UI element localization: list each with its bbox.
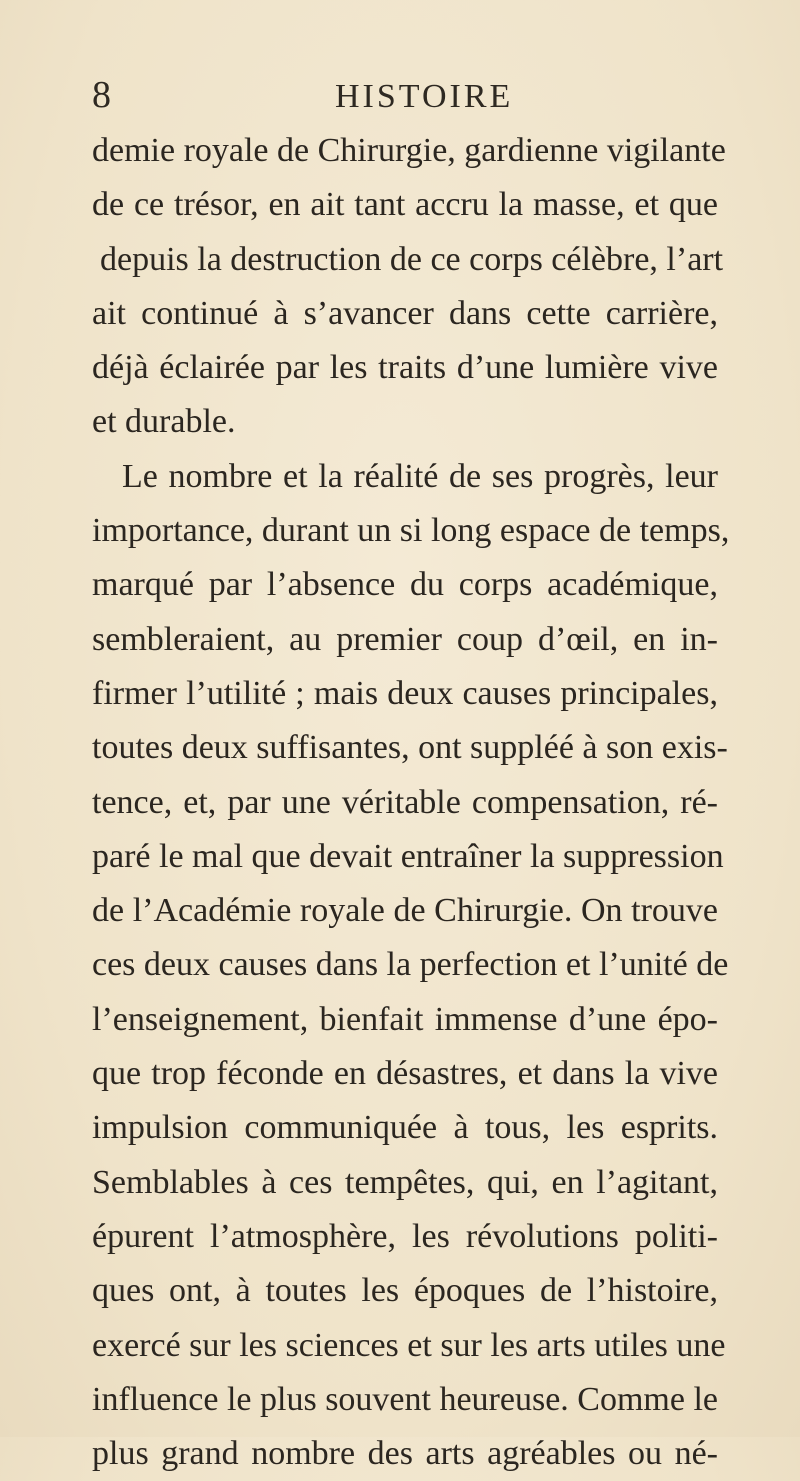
text-line: plus grand nombre des arts agréables ou né- [92,1435,718,1473]
text-line: demie royale de Chirurgie, gardienne vigilante [92,132,726,169]
text-line: de ce trésor, en ait tant accru la masse, et que [92,186,718,224]
running-head: HISTOIRE [335,78,514,115]
text-line: que trop féconde en désastres, et dans la vive [92,1055,718,1093]
body-text [92,124,730,1481]
text-line: Semblables à ces tempêtes, qui, en l’agitant, [92,1163,718,1201]
text-line-paragraph-start: Le nombre et la réalité de ses progrès, leur [122,457,718,495]
page-number: 8 [92,74,111,116]
text-line: déjà éclairée par les traits d’une lumière vive [92,349,718,387]
text-line: firmer l’utilité ; mais deux causes principales, [92,674,718,712]
text-line: ces deux causes dans la perfection et l’unité de [92,946,729,984]
text-line: marqué par l’absence du corps académique, [92,566,718,604]
text-line: toutes deux suffisantes, ont suppléé à son exis- [92,729,728,767]
page-header [0,72,800,122]
text-line: sembleraient, au premier coup d’œil, en in- [92,620,718,658]
text-line: ques ont, à toutes les époques de l’histoire, [92,1272,718,1310]
text-line: l’enseignement, bienfait immense d’une épo- [92,1000,718,1038]
text-line: ait continué à s’avancer dans cette carrière, [92,294,718,332]
text-line: impulsion communiquée à tous, les esprits. [92,1109,718,1147]
text-line: épurent l’atmosphère, les révolutions politi- [92,1217,718,1255]
text-line: de l’Académie royale de Chirurgie. On trouve [92,892,718,930]
text-line: depuis la destruction de ce corps célèbre, l’art [100,240,724,278]
text-line: tence, et, par une véritable compensation, ré- [92,783,718,821]
text-line-paragraph-end: et durable. [92,403,236,441]
text-line: importance, durant un si long espace de temps, [92,512,730,550]
text-line: influence le plus souvent heureuse. Comme le [92,1380,718,1418]
text-line: paré le mal que devait entraîner la suppression [92,837,724,875]
text-line: exercé sur les sciences et sur les arts utiles une [92,1326,726,1364]
